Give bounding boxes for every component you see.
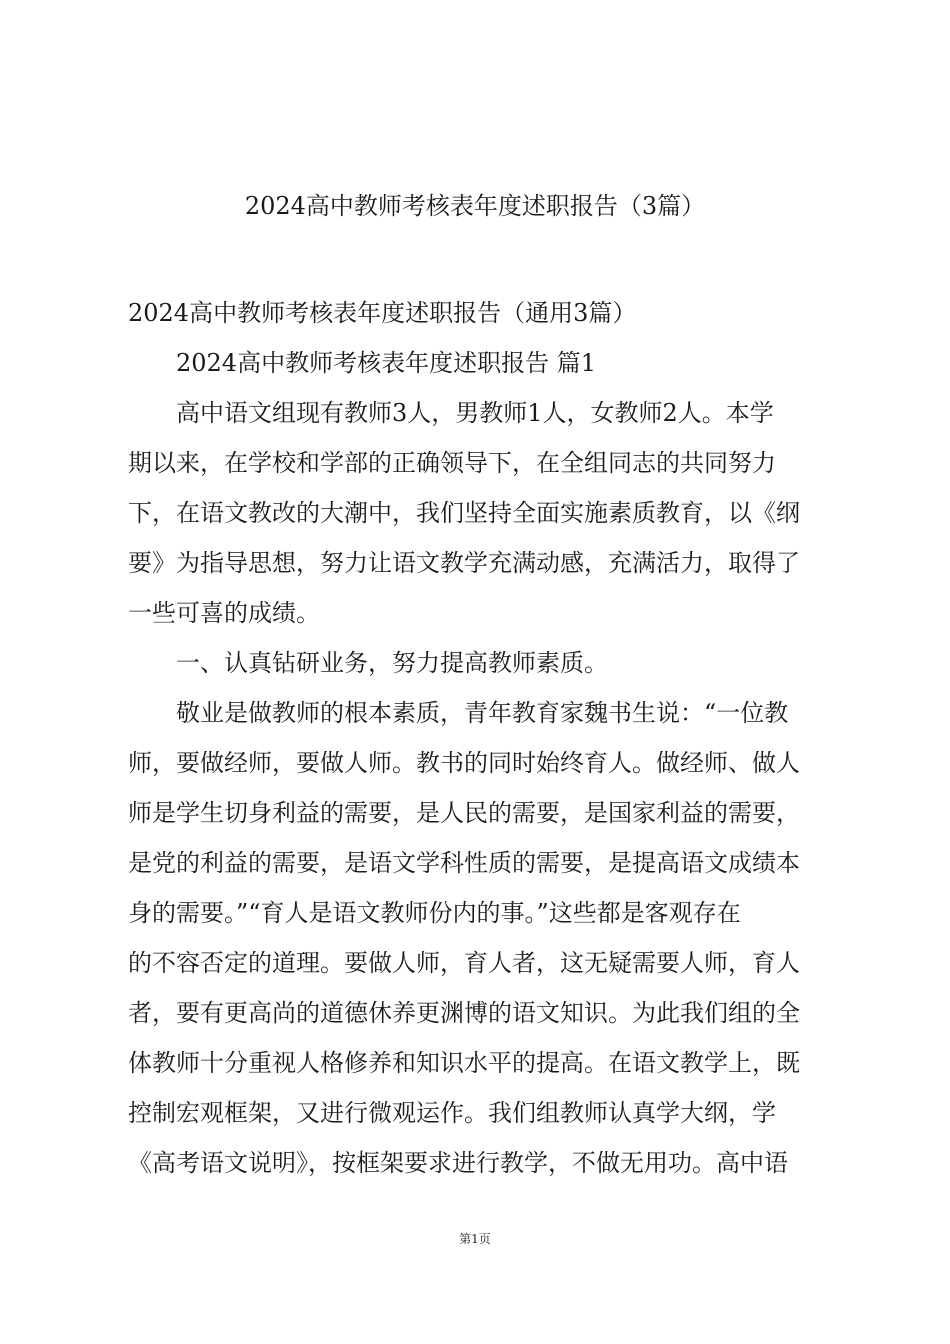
paragraph-line: 的不容否定的道理。要做人师，育人者，这无疑需要人师，育人 — [128, 949, 800, 977]
paragraph-line: 者，要有更高尚的道德休养更渊博的语文知识。为此我们组的全 — [128, 999, 800, 1027]
page-number: 第1页 — [459, 1232, 491, 1246]
document-title: 2024高中教师考核表年度述职报告（3篇） — [244, 192, 706, 220]
paragraph-line: 控制宏观框架，又进行微观运作。我们组教师认真学大纲，学 — [128, 1099, 776, 1127]
item-heading: 一、认真钻研业务，努力提高教师素质。 — [176, 649, 608, 677]
subtitle-line: 2024高中教师考核表年度述职报告（通用3篇） — [128, 299, 637, 327]
paragraph-line: 师是学生切身利益的需要，是人民的需要，是国家利益的需要， — [128, 799, 800, 827]
paragraph-line: 师，要做经师，要做人师。教书的同时始终育人。做经师、做人 — [128, 749, 800, 777]
paragraph-line: 高中语文组现有教师3人，男教师1人，女教师2人。本学 — [176, 399, 774, 427]
paragraph-line: 是党的利益的需要，是语文学科性质的需要，是提高语文成绩本 — [128, 849, 800, 877]
paragraph-line: 体教师十分重视人格修养和知识水平的提高。在语文教学上，既 — [128, 1049, 800, 1077]
paragraph-line: 一些可喜的成绩。 — [128, 599, 320, 627]
paragraph-line: 身的需要。”“育人是语文教师份内的事。”这些都是客观存在 — [128, 899, 741, 927]
document-body — [128, 288, 844, 1188]
paragraph-line: 要》为指导思想，努力让语文教学充满动感，充满活力，取得了 — [128, 549, 800, 577]
section-heading: 2024高中教师考核表年度述职报告 篇1 — [176, 349, 596, 377]
paragraph-line: 下，在语文教改的大潮中，我们坚持全面实施素质教育，以《纲 — [128, 499, 800, 527]
paragraph-line: 敬业是做教师的根本素质，青年教育家魏书生说：“一位教 — [176, 699, 789, 727]
paragraph-line: 期以来，在学校和学部的正确领导下，在全组同志的共同努力 — [128, 449, 776, 477]
paragraph-line: 《高考语文说明》，按框架要求进行教学，不做无用功。高中语 — [128, 1149, 788, 1177]
